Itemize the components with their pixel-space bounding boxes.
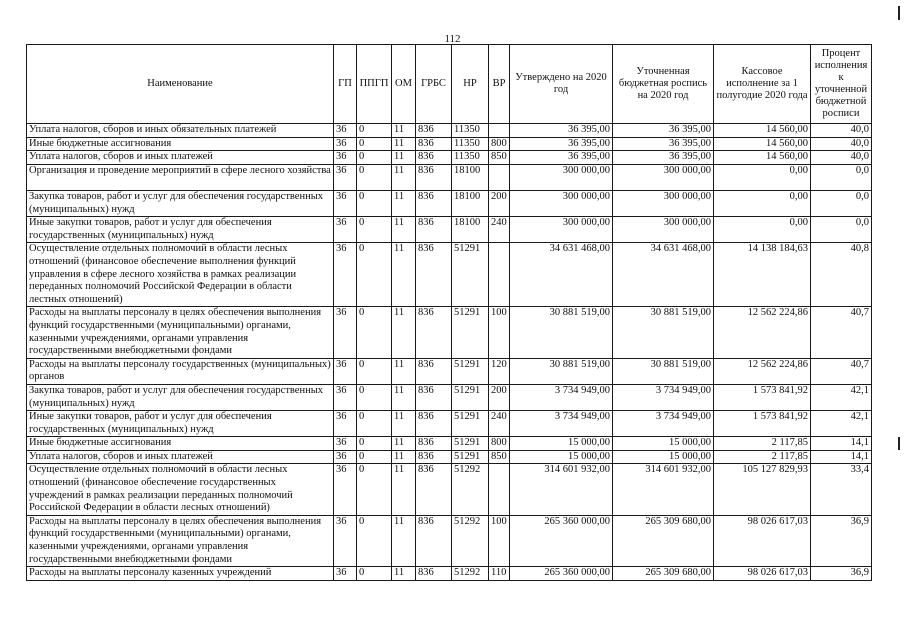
cell-name: Расходы на выплаты персоналу казенных учреждений: [27, 567, 334, 581]
cell-vr: 200: [489, 384, 510, 410]
cell-gp: 36: [334, 164, 357, 190]
table-row: [27, 164, 872, 190]
column-header-vr: ВР: [489, 45, 510, 124]
cell-om: 11: [392, 151, 416, 165]
cell-name: Организация и проведение мероприятий в сфере лесного хозяйства: [27, 164, 334, 190]
cell-refined: 15 000,00: [613, 450, 714, 464]
table-row: [27, 515, 872, 566]
cell-nr: 51291: [452, 384, 489, 410]
cell-om: 11: [392, 384, 416, 410]
cell-pgp: 0: [357, 567, 392, 581]
cell-name: Осуществление отдельных полномочий в области лесных отношений (финансовое обеспечение выполнения функций управления в сфере лесного хозяйства в рамках реализации переданных полномочий Российской Федерации в области лестных отношений): [27, 243, 334, 307]
cell-percent: 42,1: [811, 411, 872, 437]
column-header-pgp: ППГП: [357, 45, 392, 124]
cell-nr: 18100: [452, 164, 489, 190]
edge-mark: [898, 6, 900, 20]
cell-vr: [489, 464, 510, 515]
cell-percent: 14,1: [811, 437, 872, 451]
cell-om: 11: [392, 358, 416, 384]
cell-percent: 40,0: [811, 151, 872, 165]
cell-gp: 36: [334, 190, 357, 216]
cell-refined: 30 881 519,00: [613, 307, 714, 358]
cell-pgp: 0: [357, 464, 392, 515]
cell-grbs: 836: [416, 450, 452, 464]
cell-gp: 36: [334, 515, 357, 566]
cell-percent: 14,1: [811, 450, 872, 464]
cell-percent: 42,1: [811, 384, 872, 410]
table-row: [27, 151, 872, 165]
table-row: [27, 190, 872, 216]
cell-grbs: 836: [416, 137, 452, 151]
cell-grbs: 836: [416, 567, 452, 581]
cell-approved: 15 000,00: [510, 437, 613, 451]
cell-name: Расходы на выплаты персоналу в целях обеспечения выполнения функций государственными (муниципальными) органами, казенными учреждениями, органами управления государственными внебюджетными фондами: [27, 307, 334, 358]
cell-grbs: 836: [416, 437, 452, 451]
cell-percent: 40,0: [811, 124, 872, 138]
cell-approved: 265 360 000,00: [510, 515, 613, 566]
cell-vr: 120: [489, 358, 510, 384]
cell-name: Закупка товаров, работ и услуг для обеспечения государственных (муниципальных) нужд: [27, 384, 334, 410]
cell-name: Иные закупки товаров, работ и услуг для обеспечения государственных (муниципальных) нужд: [27, 217, 334, 243]
cell-percent: 36,9: [811, 567, 872, 581]
column-header-nr: НР: [452, 45, 489, 124]
cell-gp: 36: [334, 151, 357, 165]
cell-gp: 36: [334, 567, 357, 581]
column-header-grbs: ГРБС: [416, 45, 452, 124]
cell-cash: 14 560,00: [714, 151, 811, 165]
cell-refined: 36 395,00: [613, 137, 714, 151]
cell-cash: 0,00: [714, 190, 811, 216]
cell-refined: 36 395,00: [613, 124, 714, 138]
cell-gp: 36: [334, 137, 357, 151]
cell-approved: 265 360 000,00: [510, 567, 613, 581]
cell-gp: 36: [334, 450, 357, 464]
table-row: [27, 384, 872, 410]
cell-cash: 0,00: [714, 217, 811, 243]
table-row: [27, 450, 872, 464]
cell-vr: 850: [489, 450, 510, 464]
cell-refined: 300 000,00: [613, 190, 714, 216]
cell-vr: [489, 124, 510, 138]
cell-refined: 265 309 680,00: [613, 515, 714, 566]
column-header-om: ОМ: [392, 45, 416, 124]
cell-grbs: 836: [416, 217, 452, 243]
cell-cash: 12 562 224,86: [714, 358, 811, 384]
table-row: [27, 437, 872, 451]
column-header-cash: Кассовое исполнение за 1 полугодие 2020 года: [714, 45, 811, 124]
cell-nr: 18100: [452, 217, 489, 243]
table-row: [27, 243, 872, 307]
budget-execution-table: [26, 44, 872, 581]
table-row: [27, 567, 872, 581]
cell-approved: 300 000,00: [510, 164, 613, 190]
column-header-name: Наименование: [27, 45, 334, 124]
cell-percent: 0,0: [811, 217, 872, 243]
cell-pgp: 0: [357, 151, 392, 165]
cell-om: 11: [392, 567, 416, 581]
cell-pgp: 0: [357, 384, 392, 410]
table-row: [27, 307, 872, 358]
column-header-gp: ГП: [334, 45, 357, 124]
cell-approved: 36 395,00: [510, 137, 613, 151]
cell-om: 11: [392, 437, 416, 451]
cell-percent: 36,9: [811, 515, 872, 566]
cell-cash: 105 127 829,93: [714, 464, 811, 515]
cell-grbs: 836: [416, 384, 452, 410]
cell-vr: 240: [489, 217, 510, 243]
cell-nr: 11350: [452, 151, 489, 165]
cell-pgp: 0: [357, 307, 392, 358]
cell-percent: 40,8: [811, 243, 872, 307]
table-row: [27, 464, 872, 515]
cell-om: 11: [392, 124, 416, 138]
cell-pgp: 0: [357, 124, 392, 138]
cell-refined: 300 000,00: [613, 164, 714, 190]
cell-name: Уплата налогов, сборов и иных обязательных платежей: [27, 124, 334, 138]
cell-gp: 36: [334, 243, 357, 307]
cell-om: 11: [392, 515, 416, 566]
cell-grbs: 836: [416, 164, 452, 190]
cell-nr: 11350: [452, 137, 489, 151]
cell-name: Закупка товаров, работ и услуг для обеспечения государственных (муниципальных) нужд: [27, 190, 334, 216]
cell-gp: 36: [334, 411, 357, 437]
cell-cash: 1 573 841,92: [714, 384, 811, 410]
cell-gp: 36: [334, 464, 357, 515]
cell-name: Расходы на выплаты персоналу государственных (муниципальных) органов: [27, 358, 334, 384]
table-row: [27, 411, 872, 437]
cell-vr: 800: [489, 437, 510, 451]
cell-nr: 51291: [452, 307, 489, 358]
cell-approved: 36 395,00: [510, 124, 613, 138]
cell-nr: 51292: [452, 515, 489, 566]
cell-percent: 33,4: [811, 464, 872, 515]
cell-percent: 40,7: [811, 307, 872, 358]
cell-cash: 98 026 617,03: [714, 567, 811, 581]
cell-pgp: 0: [357, 358, 392, 384]
cell-gp: 36: [334, 437, 357, 451]
cell-grbs: 836: [416, 190, 452, 216]
cell-grbs: 836: [416, 464, 452, 515]
cell-refined: 265 309 680,00: [613, 567, 714, 581]
column-header-percent: Процент исполнения к уточненной бюджетной росписи: [811, 45, 872, 124]
cell-vr: 100: [489, 307, 510, 358]
cell-percent: 0,0: [811, 164, 872, 190]
cell-name: Расходы на выплаты персоналу в целях обеспечения выполнения функций государственными (муниципальными) органами, казенными учреждениями, органами управления государственными внебюджетными фондами: [27, 515, 334, 566]
table-header-row: [27, 45, 872, 124]
page-number: 112: [444, 33, 461, 45]
cell-name: Иные закупки товаров, работ и услуг для обеспечения государственных (муниципальных) нужд: [27, 411, 334, 437]
cell-cash: 98 026 617,03: [714, 515, 811, 566]
cell-gp: 36: [334, 307, 357, 358]
cell-approved: 300 000,00: [510, 217, 613, 243]
cell-approved: 15 000,00: [510, 450, 613, 464]
cell-pgp: 0: [357, 217, 392, 243]
cell-approved: 314 601 932,00: [510, 464, 613, 515]
cell-name: Иные бюджетные ассигнования: [27, 137, 334, 151]
cell-refined: 15 000,00: [613, 437, 714, 451]
column-header-approved: Утверждено на 2020 год: [510, 45, 613, 124]
cell-grbs: 836: [416, 515, 452, 566]
cell-nr: 11350: [452, 124, 489, 138]
cell-cash: 2 117,85: [714, 437, 811, 451]
column-header-refined: Уточненная бюджетная роспись на 2020 год: [613, 45, 714, 124]
cell-refined: 34 631 468,00: [613, 243, 714, 307]
cell-pgp: 0: [357, 243, 392, 307]
cell-grbs: 836: [416, 243, 452, 307]
cell-refined: 314 601 932,00: [613, 464, 714, 515]
cell-grbs: 836: [416, 151, 452, 165]
cell-nr: 51291: [452, 243, 489, 307]
cell-om: 11: [392, 464, 416, 515]
cell-vr: 800: [489, 137, 510, 151]
cell-name: Уплата налогов, сборов и иных платежей: [27, 151, 334, 165]
cell-pgp: 0: [357, 137, 392, 151]
cell-nr: 51291: [452, 358, 489, 384]
cell-om: 11: [392, 411, 416, 437]
cell-pgp: 0: [357, 164, 392, 190]
cell-gp: 36: [334, 358, 357, 384]
cell-vr: 850: [489, 151, 510, 165]
cell-nr: 18100: [452, 190, 489, 216]
cell-pgp: 0: [357, 411, 392, 437]
cell-gp: 36: [334, 217, 357, 243]
cell-om: 11: [392, 164, 416, 190]
cell-vr: 100: [489, 515, 510, 566]
cell-approved: 30 881 519,00: [510, 307, 613, 358]
cell-percent: 0,0: [811, 190, 872, 216]
table-body: [27, 124, 872, 581]
cell-cash: 0,00: [714, 164, 811, 190]
cell-vr: 200: [489, 190, 510, 216]
cell-grbs: 836: [416, 124, 452, 138]
cell-percent: 40,7: [811, 358, 872, 384]
cell-name: Уплата налогов, сборов и иных платежей: [27, 450, 334, 464]
table-row: [27, 137, 872, 151]
cell-cash: 14 560,00: [714, 137, 811, 151]
cell-refined: 36 395,00: [613, 151, 714, 165]
cell-pgp: 0: [357, 190, 392, 216]
cell-nr: 51292: [452, 567, 489, 581]
cell-om: 11: [392, 217, 416, 243]
cell-name: Иные бюджетные ассигнования: [27, 437, 334, 451]
cell-pgp: 0: [357, 515, 392, 566]
cell-approved: 36 395,00: [510, 151, 613, 165]
cell-cash: 14 138 184,63: [714, 243, 811, 307]
edge-mark: [898, 437, 900, 450]
cell-approved: 3 734 949,00: [510, 384, 613, 410]
cell-gp: 36: [334, 124, 357, 138]
cell-om: 11: [392, 137, 416, 151]
cell-nr: 51291: [452, 437, 489, 451]
cell-om: 11: [392, 450, 416, 464]
cell-refined: 3 734 949,00: [613, 384, 714, 410]
cell-nr: 51292: [452, 464, 489, 515]
cell-percent: 40,0: [811, 137, 872, 151]
cell-grbs: 836: [416, 307, 452, 358]
cell-vr: [489, 243, 510, 307]
cell-approved: 30 881 519,00: [510, 358, 613, 384]
cell-cash: 12 562 224,86: [714, 307, 811, 358]
cell-pgp: 0: [357, 450, 392, 464]
cell-refined: 3 734 949,00: [613, 411, 714, 437]
cell-name: Осуществление отдельных полномочий в области лесных отношений (финансовое обеспечение государственных учреждений в рамках реализации переданных полномочий Российской Федерации в области лесных отношений): [27, 464, 334, 515]
cell-approved: 3 734 949,00: [510, 411, 613, 437]
cell-refined: 300 000,00: [613, 217, 714, 243]
cell-nr: 51291: [452, 450, 489, 464]
table-row: [27, 124, 872, 138]
cell-grbs: 836: [416, 411, 452, 437]
cell-pgp: 0: [357, 437, 392, 451]
cell-approved: 300 000,00: [510, 190, 613, 216]
cell-vr: 240: [489, 411, 510, 437]
cell-grbs: 836: [416, 358, 452, 384]
cell-refined: 30 881 519,00: [613, 358, 714, 384]
cell-om: 11: [392, 307, 416, 358]
cell-om: 11: [392, 243, 416, 307]
cell-vr: 110: [489, 567, 510, 581]
cell-nr: 51291: [452, 411, 489, 437]
cell-cash: 14 560,00: [714, 124, 811, 138]
table-row: [27, 217, 872, 243]
cell-gp: 36: [334, 384, 357, 410]
cell-cash: 2 117,85: [714, 450, 811, 464]
cell-om: 11: [392, 190, 416, 216]
cell-vr: [489, 164, 510, 190]
cell-cash: 1 573 841,92: [714, 411, 811, 437]
cell-approved: 34 631 468,00: [510, 243, 613, 307]
table-row: [27, 358, 872, 384]
